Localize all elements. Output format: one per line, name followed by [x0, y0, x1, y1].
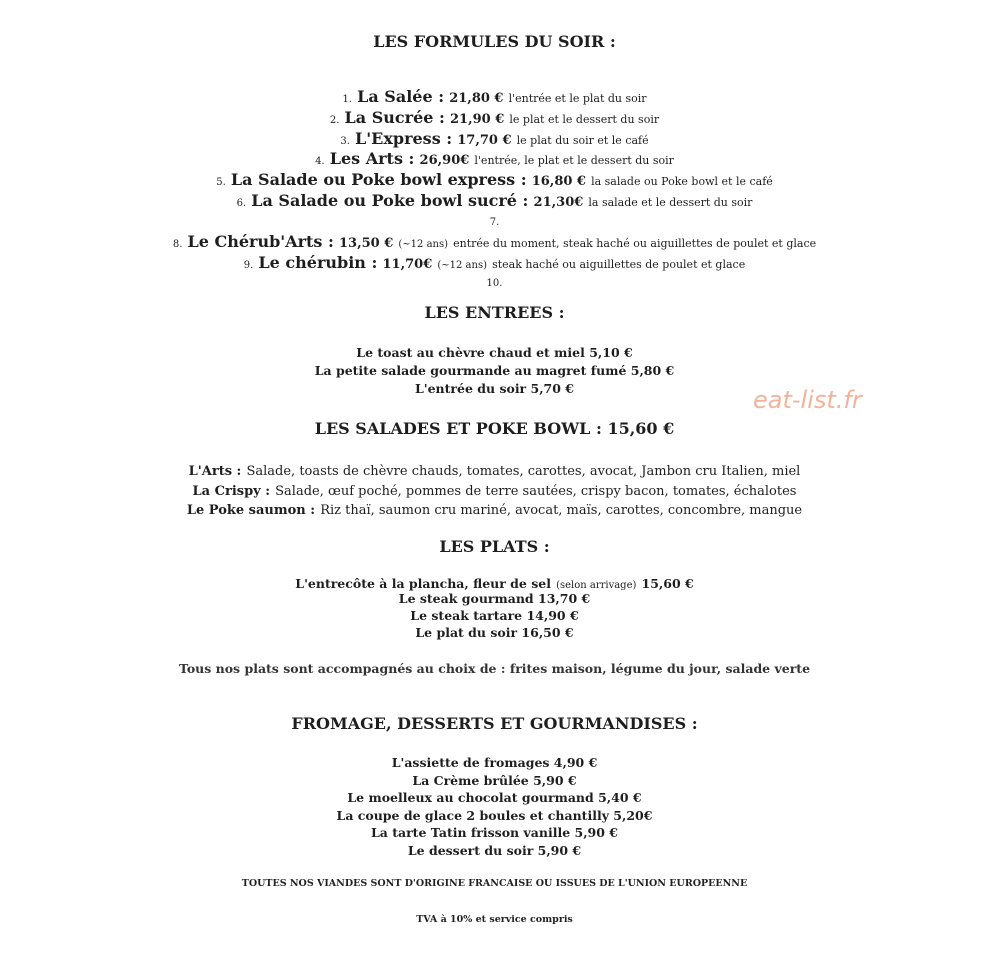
salade-item: L'Arts : Salade, toasts de chèvre chauds, tomates, carottes, avocat, Jambon cru Italien, miel	[188, 464, 801, 479]
plat-item: Le plat du soir 16,50 €	[415, 625, 574, 640]
formule-item-empty: 10.	[486, 278, 503, 289]
formules-title: LES FORMULES DU SOIR :	[373, 32, 616, 51]
formule-item: 4. Les Arts : 26,90€ l'entrée, le plat et le dessert du soir	[315, 149, 674, 168]
plat-item: Le steak tartare 14,90 €	[410, 608, 579, 623]
dessert-item: La coupe de glace 2 boules et chantilly 5,20€	[336, 808, 653, 823]
formule-item: 5. La Salade ou Poke bowl express : 16,80 € la salade ou Poke bowl et le café	[216, 170, 773, 189]
salade-item: La Crispy : Salade, œuf poché, pommes de terre sautées, crispy bacon, tomates, échalotes	[192, 484, 797, 499]
plats-title: LES PLATS :	[439, 537, 550, 556]
formule-item: 3. L'Express : 17,70 € le plat du soir et le café	[340, 129, 649, 148]
dessert-item: Le dessert du soir 5,90 €	[407, 843, 582, 858]
formule-item: 9. Le chérubin : 11,70€ (~12 ans) steak haché ou aiguillettes de poulet et glace	[243, 253, 746, 272]
dessert-item: Le moelleux au chocolat gourmand 5,40 €	[347, 790, 642, 805]
entree-item: Le toast au chèvre chaud et miel 5,10 €	[356, 345, 633, 360]
formule-item-empty: 7.	[489, 217, 500, 228]
dessert-item: La tarte Tatin frisson vanille 5,90 €	[370, 825, 618, 840]
entree-item: L'entrée du soir 5,70 €	[414, 381, 574, 396]
entrees-title: LES ENTREES :	[424, 303, 565, 322]
tva-note: TVA à 10% et service compris	[416, 914, 573, 925]
dessert-item: L'assiette de fromages 4,90 €	[391, 755, 598, 770]
formule-item: 1. La Salée : 21,80 € l'entrée et le plat du soir	[342, 87, 647, 106]
plat-item: Le steak gourmand 13,70 €	[398, 591, 591, 606]
desserts-title: FROMAGE, DESSERTS ET GOURMANDISES :	[291, 714, 698, 733]
watermark: eat-list.fr	[753, 386, 862, 414]
accompaniment-note: Tous nos plats sont accompagnés au choix de : frites maison, légume du jour, salade verte	[178, 661, 811, 676]
plat-item: L'entrecôte à la plancha, fleur de sel (selon arrivage) 15,60 €	[295, 576, 694, 591]
salade-item: Le Poke saumon : Riz thaï, saumon cru mariné, avocat, maïs, carottes, concombre, mangue	[186, 503, 803, 518]
dessert-item: La Crème brûlée 5,90 €	[412, 773, 577, 788]
salades-title: LES SALADES ET POKE BOWL : 15,60 €	[314, 419, 675, 438]
formule-item: 6. La Salade ou Poke bowl sucré : 21,30€ la salade et le dessert du soir	[236, 191, 753, 210]
formule-item: 8. Le Chérub'Arts : 13,50 € (~12 ans) entrée du moment, steak haché ou aiguillettes de poulet et glace	[172, 232, 817, 251]
entree-item: La petite salade gourmande au magret fumé 5,80 €	[314, 363, 675, 378]
origin-note: TOUTES NOS VIANDES SONT D'ORIGINE FRANCAISE OU ISSUES DE L'UNION EUROPEENNE	[241, 878, 748, 889]
formule-item: 2. La Sucrée : 21,90 € le plat et le dessert du soir	[329, 108, 660, 127]
